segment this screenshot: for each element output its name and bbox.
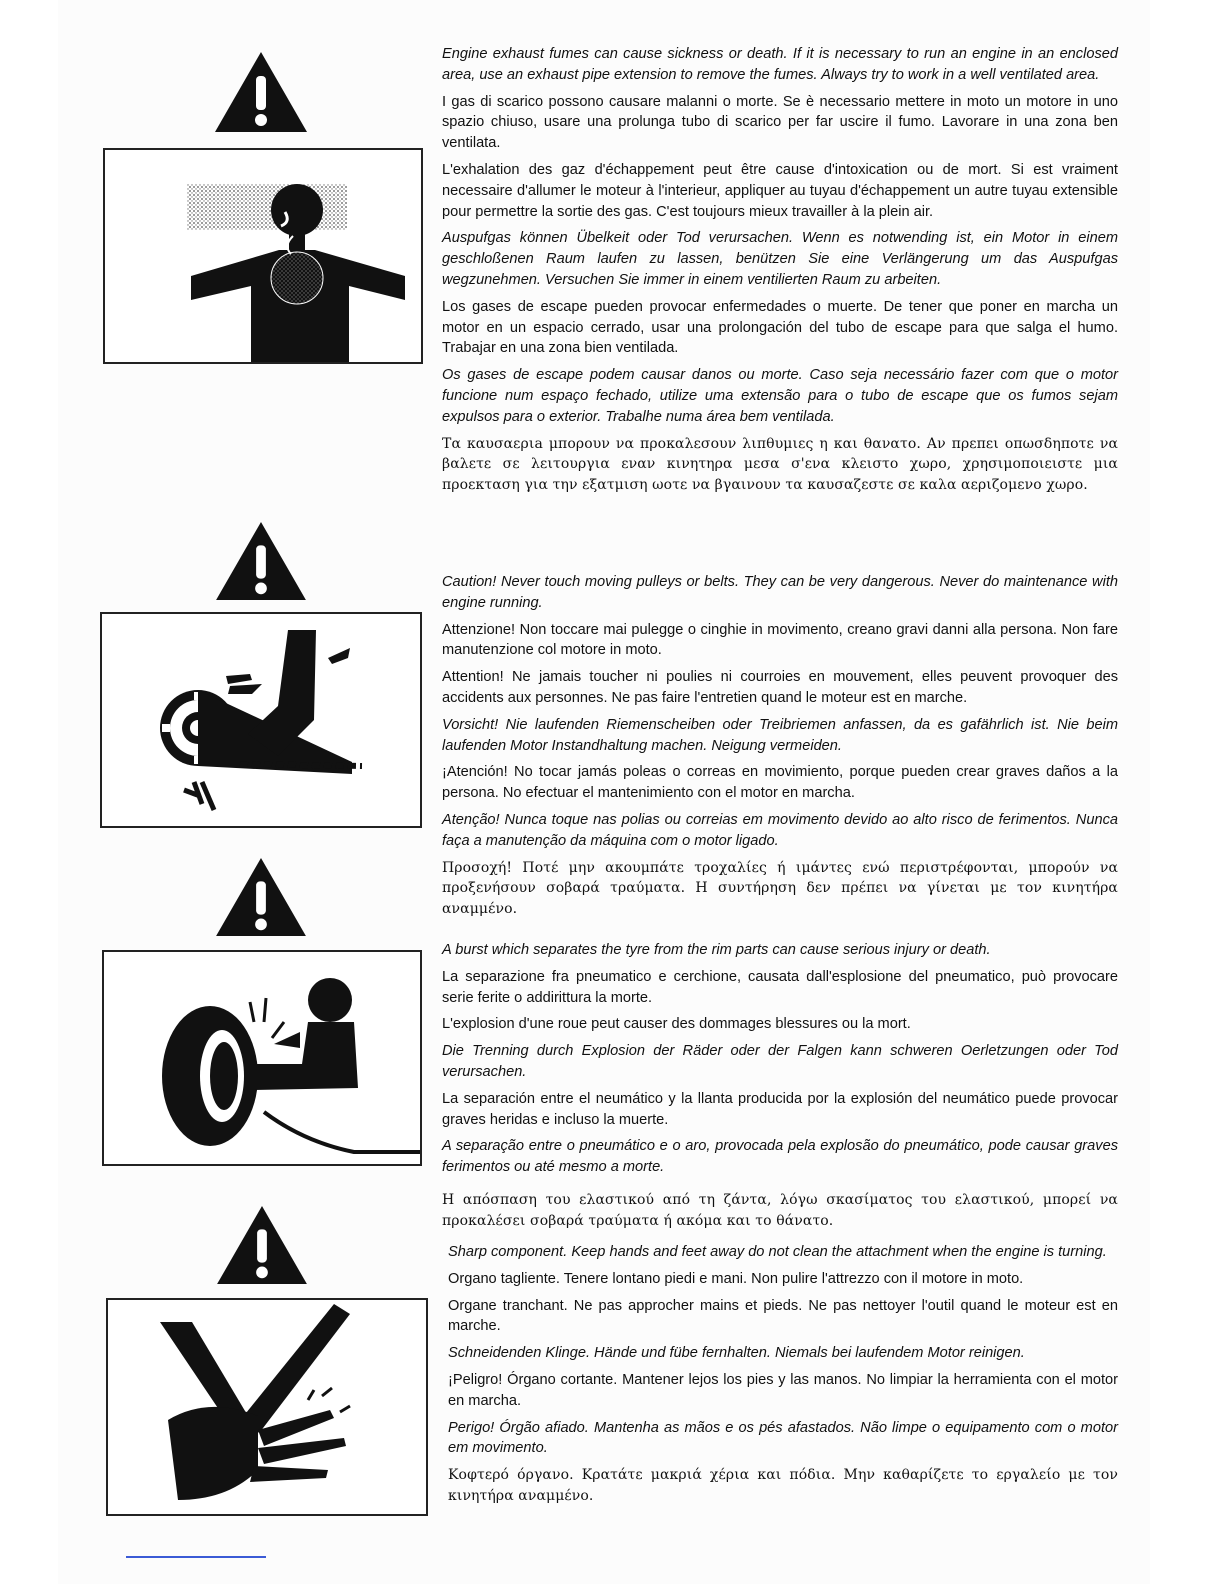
warning-text-sharp bbox=[448, 1242, 1118, 1513]
section-sharp bbox=[58, 1200, 1150, 1540]
warning-text-es: ¡Atención! No tocar jamás poleas o correas en movimiento, porque pueden crear graves daños a la persona. No efectuar el mantenimiento con el motor en marcha. bbox=[442, 764, 1118, 802]
warning-text-es: Los gases de escape pueden provocar enfermedades o muerte. De tener que poner en marcha un motor en un espacio cerrado, usar una prolongación del tubo de escape para que salga el humo. Trabajar en una zona bien ventilada. bbox=[442, 298, 1118, 357]
warning-text-it: I gas di scarico possono causare malanni o morte. Se è necessario mettere in moto un motore in uno spazio chiuso, usare una prolunga tubo di scarico per far uscire il fumo. Lavorare in una zona ben ventilata. bbox=[442, 93, 1118, 152]
warning-text-it: Organo tagliente. Tenere lontano piedi e mani. Non pulire l'attrezzo con il motore in moto. bbox=[448, 1270, 1024, 1287]
warning-text-it: La separazione fra pneumatico e cerchione, causata dall'esplosione del pneumatico, può provocare serie ferite o addirittura la morte. bbox=[442, 968, 1118, 1006]
warning-text-en: Sharp component. Keep hands and feet away do not clean the attachment when the engine is turning. bbox=[448, 1244, 1107, 1260]
warning-text-pt: Atenção! Nunca toque nas polias ou correias em movimento devido ao alto risco de ferimentos. Nunca faça a manutenção da máquina com o motor ligado. bbox=[442, 811, 1118, 849]
warning-text-el: Τα καυσαεριa μπορουν να προκαλεσουν λιπθυμιες η και θανατο. Αν πρεπει οπωσδηποτε να βαλετε σε λειτουργια εναν κινητηρα μεσα σ'ενα κλειστο χωρο, χρησιμοποιειστε μια προεκταση για την εξατμιση ωοτε να βγαινουν τα καυσαζεστε σε καλα αεριζομενο χωρο. bbox=[442, 435, 1118, 494]
warning-text-fr: Organe tranchant. Ne pas approcher mains et pieds. Ne pas nettoyer l'outil quand le moteur est en marche. bbox=[448, 1297, 1118, 1335]
section-tyre bbox=[58, 852, 1150, 1232]
warning-text-en: Engine exhaust fumes can cause sickness or death. If it is necessary to run an engine in an enclosed area, use an exhaust pipe extension to remove the fumes. Always try to work in a well ventilated area. bbox=[442, 46, 1118, 83]
warning-triangle-icon bbox=[213, 520, 309, 602]
warning-text-es: La separación entre el neumático y la llanta producida por la explosión del neumático puede provocar graves heridas e incluso la muerte. bbox=[442, 1090, 1118, 1128]
warning-text-de: Die Trenning durch Explosion der Räder oder der Falgen kann schweren Oerletzungen oder Tod verursachen. bbox=[442, 1043, 1118, 1080]
warning-text-it: Attenzione! Non toccare mai pulegge o cinghie in movimento, creano gravi danni alla persona. Non fare manutenzione col motore in moto. bbox=[442, 621, 1118, 659]
footer-rule bbox=[126, 1556, 266, 1558]
warning-text-de: Vorsicht! Nie laufenden Riemenscheiben oder Treibriemen anfassen, da es gafährlich ist. Nie beim laufenden Motor Instandhaltung machen. Neigung vermeiden. bbox=[442, 716, 1118, 754]
warning-text-en: Caution! Never touch moving pulleys or belts. They can be very dangerous. Never do maintenance with engine running. bbox=[442, 574, 1118, 611]
warning-text-de: Schneidenden Klinge. Hände und fübe fernhalten. Niemals bei laufendem Motor reinigen. bbox=[448, 1345, 1025, 1362]
section-exhaust bbox=[58, 0, 1150, 560]
exhaust-fumes-icon bbox=[103, 148, 423, 364]
warning-text-pt: Perigo! Órgão afiado. Mantenha as mãos e os pés afastados. Não limpe o equipamento com o motor em movimento. bbox=[448, 1419, 1118, 1457]
warning-text-exhaust bbox=[442, 44, 1118, 502]
warning-triangle-icon bbox=[214, 1204, 310, 1286]
warning-text-de: Auspufgas können Übelkeit oder Tod verursachen. Wenn es notwending ist, ein Motor in einem geschloßenen Raum laufen zu lassen, benützen Sie eine Verlängerung um das Auspufgas wegzunehmen. Versuchen Sie immer in einem ventilierten Raum zu arbeiten. bbox=[442, 230, 1118, 288]
sharp-blade-icon bbox=[106, 1298, 428, 1516]
warning-text-el: Προσοχή! Ποτέ μην ακουμπάτε τροχαλίες ή ιμάντες ενώ περιστρέφονται, μπορούν να προξενήσουν σοβαρά τραύματα. Η συντήρηση δεν πρέπει να γίνεται με τον κινητήρα αναμμένο. bbox=[442, 859, 1118, 918]
warning-text-fr: Attention! Ne jamais toucher ni poulies ni courroies en mouvement, elles peuvent provoquer des accidents aux personnes. Ne pas faire l'entretien quand le moteur est en marche. bbox=[442, 669, 1118, 706]
rotating-belt-hazard-icon bbox=[100, 612, 422, 828]
warning-text-es: ¡Peligro! Órgano cortante. Mantener lejos los pies y las manos. No limpiar la herramienta con el motor en marcha. bbox=[448, 1371, 1118, 1409]
warning-text-pt: Os gases de escape podem causar danos ou morte. Caso seja necessário fazer com que o motor funcione num espaço fechado, utilize uma extensão para o tubo de escape que os fumos sejam expulsos para o exterior. Trabalhe numa área bem ventilada. bbox=[442, 367, 1118, 425]
warning-text-en: A burst which separates the tyre from the rim parts can cause serious injury or death. bbox=[442, 942, 991, 958]
warning-text-fr: L'exhalation des gaz d'échappement peut être cause d'intoxication ou de mort. Si est vraiment necessaire d'allumer le moteur à l'interieur, appliquer au tuyau d'échappement un autre tuyau extensible pour permettre la sortie des gas. C'est toujours mieux travailler à la plein air. bbox=[442, 161, 1118, 220]
warning-text-pt: A separação entre o pneumático e o aro, provocada pela explosão do pneumático, pode causar graves ferimentos ou até mesmo a morte. bbox=[442, 1138, 1118, 1176]
warning-triangle-icon bbox=[213, 856, 309, 938]
warning-triangle-icon bbox=[213, 50, 309, 134]
warning-text-el: Η απόσπαση του ελαστικού από τη ζάντα, λόγω σκασίματος του ελαστικού, μπορεί να προκαλέσει σοβαρά τραύματα ή ακόμα και το θάνατο. bbox=[442, 1191, 1118, 1229]
warning-text-el: Κοφτερό όργανο. Κρατάτε μακριά χέρια και πόδια. Μην καθαρίζετε το εργαλείο με τον κινητήρα αναμμένο. bbox=[448, 1467, 1118, 1504]
manual-page bbox=[58, 0, 1150, 1584]
tyre-burst-icon bbox=[102, 950, 422, 1166]
warning-text-tyre bbox=[442, 940, 1118, 1238]
warning-text-fr: L'explosion d'une roue peut causer des dommages blessures ou la mort. bbox=[442, 1016, 911, 1033]
